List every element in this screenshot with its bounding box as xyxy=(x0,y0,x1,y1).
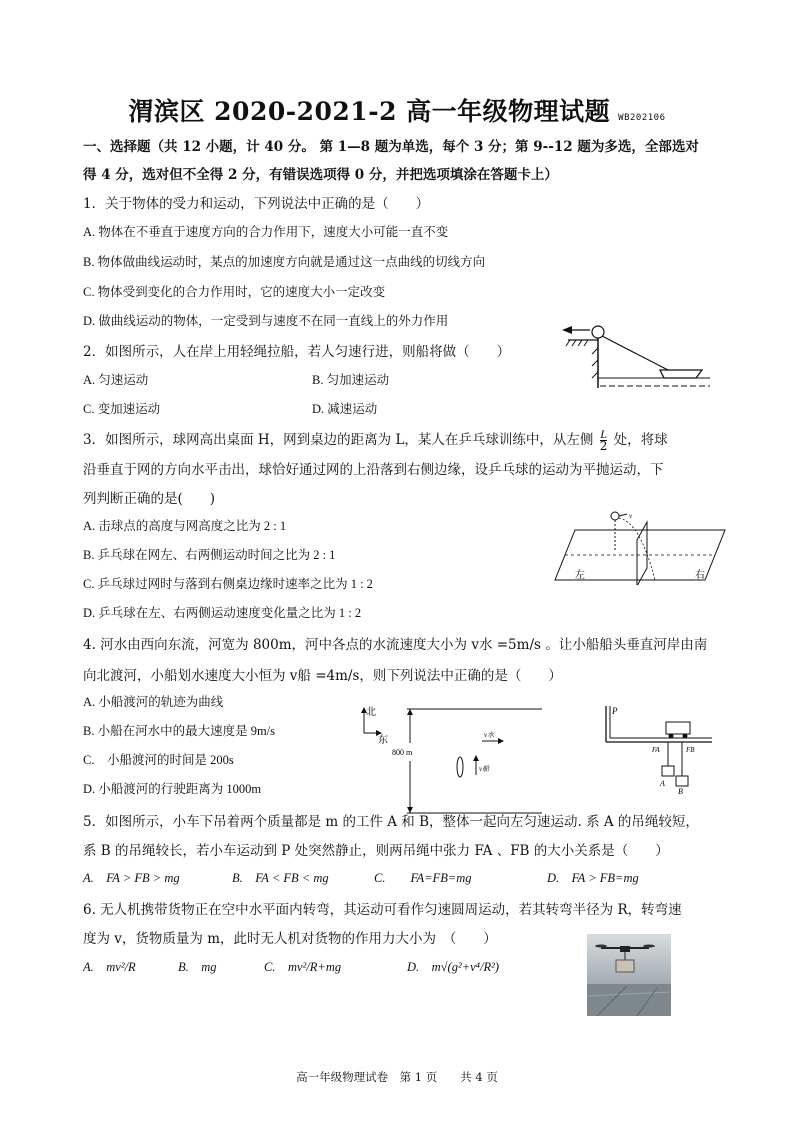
q5-fig-fb: FB xyxy=(686,746,695,754)
q3-line2: 沿垂直于网的方向水平击出，球恰好通过网的上沿落到右侧边缘，设乒乓球的运动为平抛运动，下 xyxy=(83,462,664,478)
q3-table-figure xyxy=(545,510,735,585)
q2-option-c: C. 变加速运动 xyxy=(83,402,161,416)
q5-fig-a: A xyxy=(660,779,665,788)
q3-fig-velocity-label: v xyxy=(629,512,633,520)
q4-fig-north: 北 xyxy=(366,707,376,718)
q4-fig-east: 东 xyxy=(378,735,388,746)
q4-option-b: B. 小船在河水中的最大速度是 9m/s xyxy=(83,724,276,738)
title-text: 渭滨区 2020-2021-2 高一年级物理试题 xyxy=(128,97,611,126)
q5-fig-fa: FA xyxy=(652,746,660,754)
q2-option-b: B. 匀加速运动 xyxy=(312,373,390,387)
q1-option-b: B. 物体做曲线运动时，某点的加速度方向就是通过这一点曲线的切线方向 xyxy=(83,255,486,269)
q6-option-d: D. m√(g²+v⁴/R²) xyxy=(407,960,500,974)
q5-line2: 系 B 的吊绳较长，若小车运动到 P 处突然静止，则两吊绳中张力 FA 、FB 的大小关系是（ ） xyxy=(83,843,669,859)
q5-cart-figure xyxy=(600,700,720,795)
q5-fig-b: B xyxy=(678,787,683,795)
exam-code: WB202106 xyxy=(618,113,666,123)
q5-option-d: D. FA > FB=mg xyxy=(547,871,639,885)
q6-option-c: C. mv²/R+mg xyxy=(264,960,342,974)
q1-stem: 1．关于物体的受力和运动，下列说法中正确的是（ ） xyxy=(83,196,430,212)
q3-fig-left-label: 左 xyxy=(575,570,585,581)
section-instructions-line2: 得 4 分，选对但不全得 2 分，有错误选项得 0 分，并把选项填涂在答题卡上） xyxy=(83,167,558,183)
q3-option-b: B. 乒乓球在网左、右两侧运动时间之比为 2 : 1 xyxy=(83,548,336,562)
q4-fig-vboat: v船 xyxy=(479,765,490,773)
q5-option-a: A. FA > FB > mg xyxy=(83,871,180,885)
q4-line1: 4. 河水由西向东流，河宽为 800m，河中各点的水流速度大小为 v水 =5m/s 。让小船船头垂直河岸由南 xyxy=(83,637,708,653)
q2-option-a: A. 匀速运动 xyxy=(83,373,149,387)
q3-line1-b: 处，将球 xyxy=(613,432,668,448)
page-footer: 高一年级物理试卷 第 1 页 共 4 页 xyxy=(296,1070,498,1084)
q5-line1: 5．如图所示，小车下吊着两个质量都是 m 的工件 A 和 B，整体一起向左匀速运动. 系 A 的吊绳较短， xyxy=(83,814,699,830)
q6-line2: 度为 v，货物质量为 m，此时无人机对货物的作用力大小为 （ ） xyxy=(83,931,497,947)
q3-fraction xyxy=(600,429,608,452)
section-instructions-line1: 一、选择题（共 12 小题，计 40 分。 第 1—8 题为单选，每个 3 分；第 9--12 题为多选，全部选对 xyxy=(83,139,699,155)
q3-line3: 列判断正确的是( ) xyxy=(83,491,216,507)
q3-line1-a: 3．如图所示，球网高出桌面 H，网到桌边的距离为 L，某人在乒乓球训练中，从左侧 xyxy=(83,432,594,448)
q6-option-b: B. mg xyxy=(178,960,217,974)
q5-fig-p: P xyxy=(612,706,618,716)
q3-fraction-numerator: L xyxy=(600,427,607,441)
q3-option-a: A. 击球点的高度与网高度之比为 2 : 1 xyxy=(83,519,287,533)
q2-stem: 2．如图所示，人在岸上用轻绳拉船，若人匀速行进，则船将做（ ） xyxy=(83,344,511,360)
q1-option-a: A. 物体在不垂直于速度方向的合力作用下，速度大小可能一直不变 xyxy=(83,225,449,239)
q6-drone-photo xyxy=(587,934,671,1016)
q1-option-d: D. 做曲线运动的物体，一定受到与速度不在同一直线上的外力作用 xyxy=(83,314,449,328)
q2-boat-figure xyxy=(560,318,720,398)
q4-option-d: D. 小船渡河的行驶距离为 1000m xyxy=(83,782,262,796)
q3-fig-right-label: 右 xyxy=(695,570,705,581)
q5-option-c: C. FA=FB=mg xyxy=(374,871,472,885)
q5-option-b: B. FA < FB < mg xyxy=(232,871,329,885)
q4-line2: 向北渡河，小船划水速度大小恒为 v船 =4m/s，则下列说法中正确的是（ ） xyxy=(83,668,562,684)
q3-option-d: D. 乒乓球在左、右两侧运动速度变化量之比为 1 : 2 xyxy=(83,606,362,620)
q3-option-c: C. 乒乓球过网时与落到右侧桌边缘时速率之比为 1 : 2 xyxy=(83,577,373,591)
q4-option-c: C. 小船渡河的时间是 200s xyxy=(83,753,234,767)
page-title xyxy=(0,92,794,128)
q6-line1: 6. 无人机携带货物正在空中水平面内转弯，其运动可看作匀速圆周运动，若其转弯半径为 R，转弯速 xyxy=(83,902,682,918)
q4-river-figure xyxy=(352,703,552,818)
q4-fig-vwater: v水 xyxy=(484,731,495,739)
q3-line1 xyxy=(83,428,668,452)
q2-option-d: D. 减速运动 xyxy=(312,402,378,416)
q6-option-a: A. mv²/R xyxy=(83,960,136,974)
q1-option-c: C. 物体受到变化的合力作用时，它的速度大小一定改变 xyxy=(83,285,386,299)
q4-fig-width: 800 m xyxy=(392,748,413,757)
q3-fraction-denominator: 2 xyxy=(599,439,608,453)
q4-option-a: A. 小船渡河的轨迹为曲线 xyxy=(83,695,224,709)
